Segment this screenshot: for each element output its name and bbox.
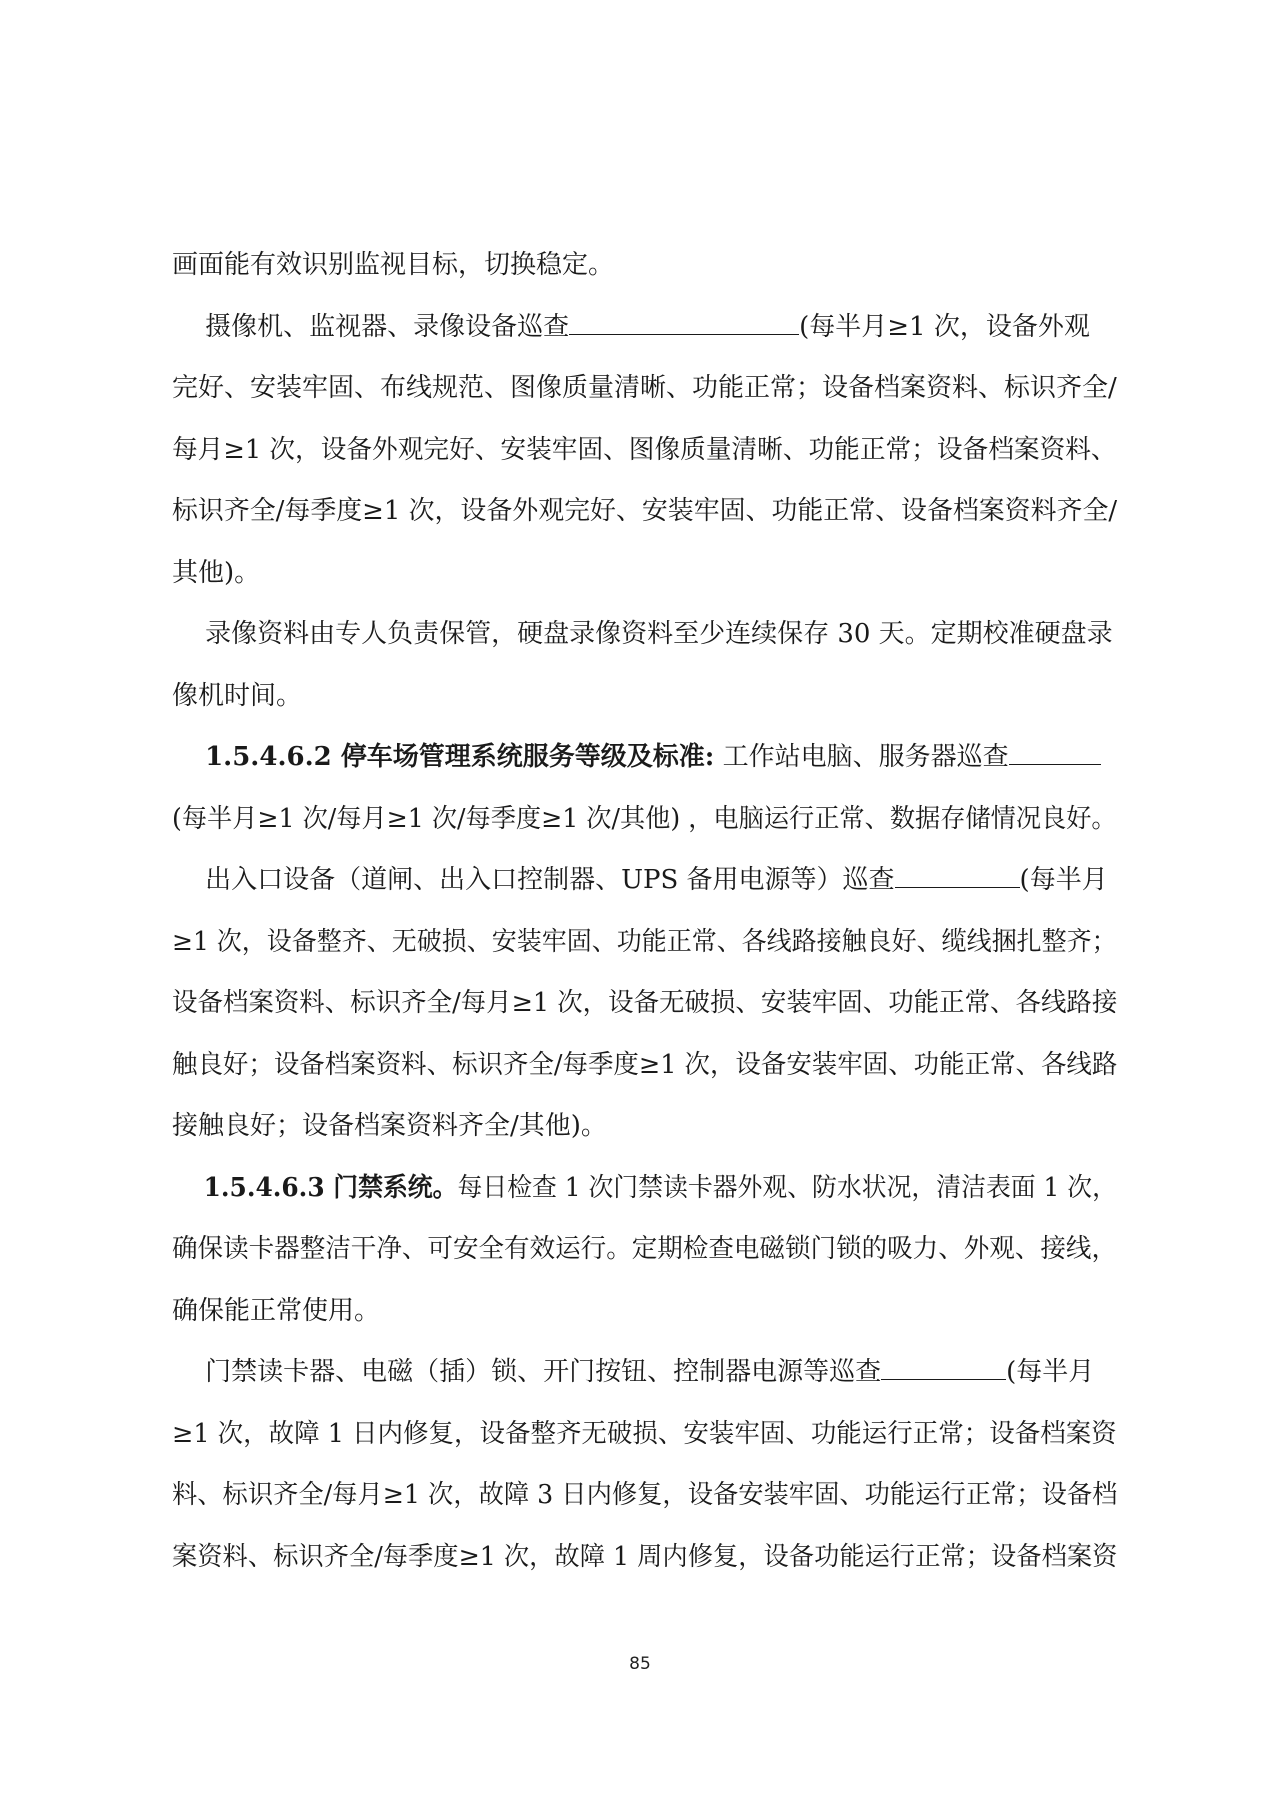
text-line: 触良好；设备档案资料、标识齐全/每季度≥1 次，设备安装牢固、功能正常、各线路 <box>172 1049 1118 1080</box>
text-line: 料、标识齐全/每月≥1 次，故障 3 日内修复，设备安装牢固、功能运行正常；设备档 <box>172 1480 1118 1510</box>
paragraph-1 <box>172 235 1117 297</box>
text-line: 完好、安装牢固、布线规范、图像质量清晰、功能正常；设备档案资料、标识齐全/ <box>172 373 1117 403</box>
paragraph-access-devices-inspection <box>172 1342 1117 1588</box>
inline-text: 出入口设备（道闸、出入口控制器、UPS 备用电源等）巡查 <box>205 865 895 895</box>
text-line <box>172 297 1117 359</box>
text-line: 其他)。 <box>172 557 261 588</box>
document-body <box>172 235 1117 1588</box>
text-line: 画面能有效识别监视目标，切换稳定。 <box>172 250 615 280</box>
text-line <box>172 1158 1117 1220</box>
fill-in-blank[interactable] <box>569 308 799 335</box>
section-heading: 1.5.4.6.3 门禁系统。 <box>203 1172 458 1203</box>
paragraph-entrance-devices <box>172 850 1117 1158</box>
text-line <box>172 727 1117 789</box>
text-line: 案资料、标识齐全/每季度≥1 次，故障 1 周内修复，设备功能运行正常；设备档案资 <box>172 1541 1118 1572</box>
fill-in-blank[interactable] <box>895 861 1020 888</box>
inline-text: (每半月≥1 次，设备外观 <box>799 311 1090 342</box>
page-number: 85 <box>629 1654 651 1674</box>
text-line: (每半月≥1 次/每月≥1 次/每季度≥1 次/其他) ，电脑运行正常、数据存储情况良好。 <box>172 803 1117 834</box>
inline-text: 每日检查 1 次门禁读卡器外观、防水状况，清洁表面 1 次， <box>457 1172 1117 1203</box>
text-line: ≥1 次，故障 1 日内修复，设备整齐无破损、安装牢固、功能运行正常；设备档案资 <box>172 1418 1117 1449</box>
text-line <box>172 1342 1117 1404</box>
text-line <box>172 604 1117 666</box>
inline-text: 工作站电脑、服务器巡查 <box>722 742 1009 772</box>
text-line: 标识齐全/每季度≥1 次，设备外观完好、安装牢固、功能正常、设备档案资料齐全/ <box>172 496 1118 526</box>
text-line: 每月≥1 次，设备外观完好、安装牢固、图像质量清晰、功能正常；设备档案资料、 <box>172 434 1117 465</box>
text-line: 设备档案资料、标识齐全/每月≥1 次，设备无破损、安装牢固、功能正常、各线路接 <box>172 988 1118 1018</box>
inline-text: (每半月 <box>1019 865 1108 895</box>
paragraph-recording-storage <box>172 604 1117 727</box>
text-line: 接触良好；设备档案资料齐全/其他)。 <box>172 1111 607 1141</box>
text-line: ≥1 次，设备整齐、无破损、安装牢固、功能正常、各线路接触良好、缆线捆扎整齐； <box>172 926 1117 957</box>
paragraph-camera-inspection <box>172 297 1117 605</box>
text-line: 确保能正常使用。 <box>172 1295 381 1326</box>
fill-in-blank[interactable] <box>881 1353 1006 1380</box>
text-line: 像机时间。 <box>172 680 303 711</box>
text-line: 确保读卡器整洁干净、可安全有效运行。定期检查电磁锁门锁的吸力、外观、接线， <box>172 1234 1118 1264</box>
inline-text: (每半月 <box>1006 1357 1095 1387</box>
section-heading: 1.5.4.6.2 停车场管理系统服务等级及标准: <box>205 742 715 772</box>
inline-text: 录像资料由专人负责保管，硬盘录像资料至少连续保存 30 天。定期校准硬盘录 <box>205 619 1113 649</box>
text-line <box>172 850 1117 912</box>
paragraph-parking-system <box>172 727 1117 850</box>
paragraph-access-control <box>172 1158 1117 1343</box>
inline-text: 门禁读卡器、电磁（插）锁、开门按钮、控制器电源等巡查 <box>205 1357 882 1387</box>
fill-in-blank[interactable] <box>1009 738 1101 765</box>
inline-text: 摄像机、监视器、录像设备巡查 <box>205 311 570 342</box>
